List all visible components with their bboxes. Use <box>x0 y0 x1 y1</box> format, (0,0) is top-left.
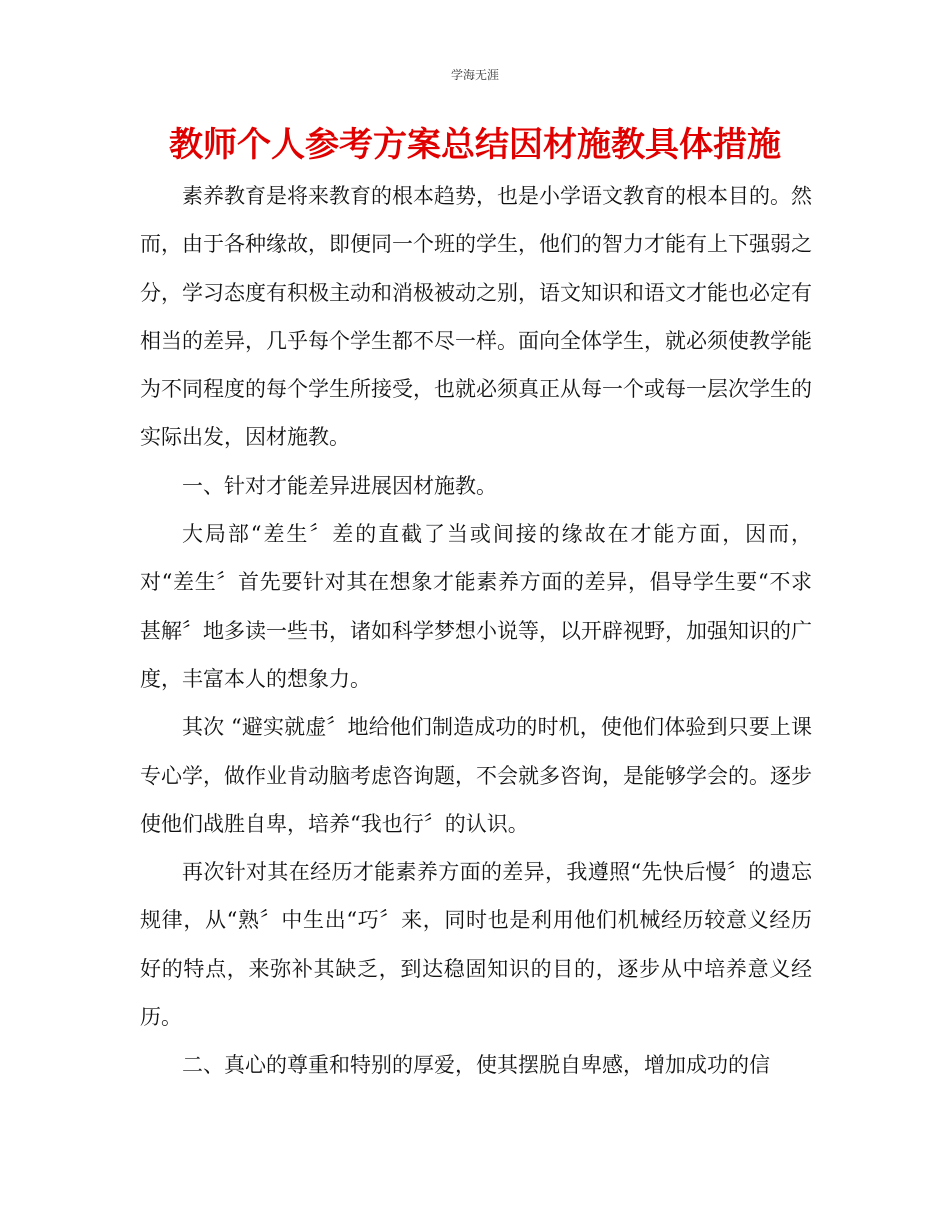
paragraph: 二、真心的尊重和特别的厚爱，使其摆脱自卑感，增加成功的信 <box>182 1053 770 1078</box>
paragraph: 其次 “避实就虚〞地给他们制造成功的时机，使他们体验到只要上课专心学，做作业肯动脑考虑咨询题，不会就多咨询，是能够学会的。逐步使他们战胜自卑，培养“我也行〞的认识。 <box>140 715 812 836</box>
paragraph: 大局部“差生〞差的直截了当或间接的缘故在才能方面，因而，对“差生〞首先要针对其在想象才能素养方面的差异，倡导学生要“不求甚解〞地多读一些书，诸如科学梦想小说等，以开辟视野，加强知识的广度，丰富本人的想象力。 <box>140 522 812 691</box>
page-header: 学海无涯 <box>450 68 499 82</box>
document-body <box>140 172 812 1090</box>
paragraph: 一、针对才能差异进展因材施教。 <box>182 473 497 498</box>
document-title: 教师个人参考方案总结因材施教具体措施 <box>169 125 781 165</box>
paragraph: 再次针对其在经历才能素养方面的差异，我遵照“先快后慢〞的遗忘规律，从“熟〞中生出“巧〞来，同时也是利用他们机械经历较意义经历好的特点，来弥补其缺乏，到达稳固知识的目的，逐步从中培养意义经历。 <box>140 860 812 1030</box>
paragraph: 素养教育是将来教育的根本趋势，也是小学语文教育的根本目的。然而，由于各种缘故，即便同一个班的学生，他们的智力才能有上下强弱之分，学习态度有积极主动和消极被动之别，语文知识和语文才能也必定有相当的差异，几乎每个学生都不尽一样。面向全体学生，就必须使教学能为不同程度的每个学生所接受，也就必须真正从每一个或每一层次学生的实际出发，因材施教。 <box>140 184 812 450</box>
